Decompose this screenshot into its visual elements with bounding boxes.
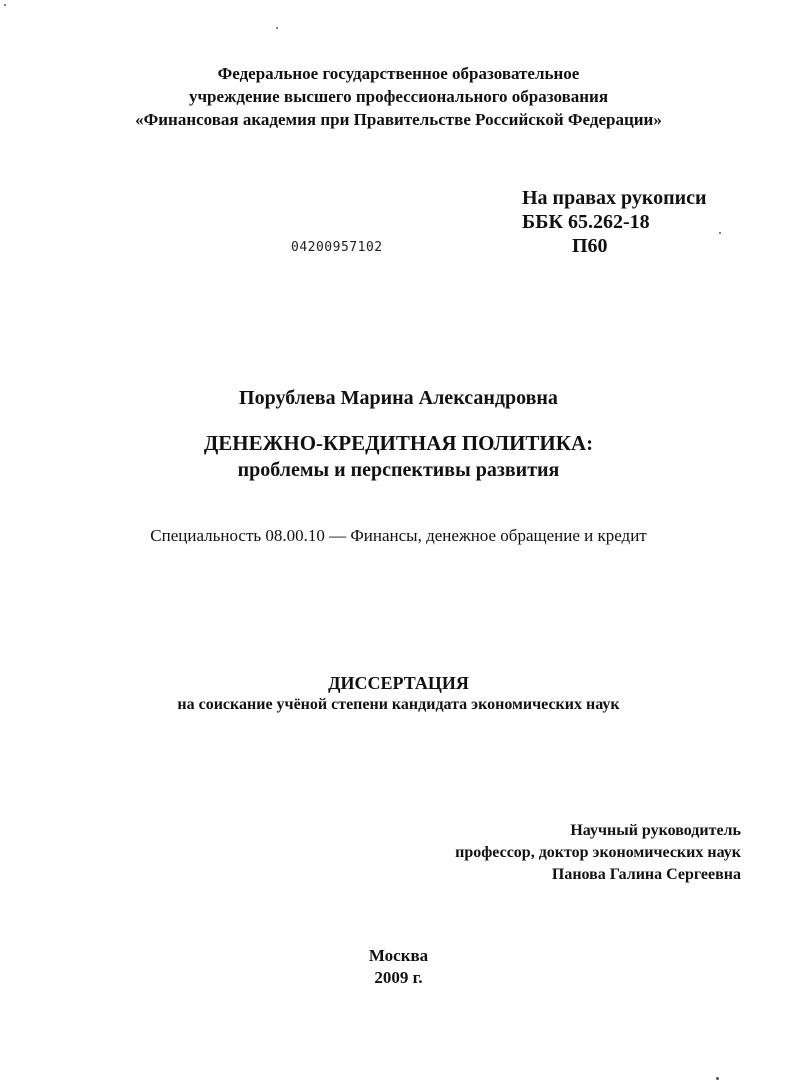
scan-speck [4,4,6,6]
dissertation-title [0,430,797,484]
author-name: Порублева Марина Александровна [239,387,558,409]
place-and-year [0,945,797,989]
dissertation-degree: на соискание учёной степени кандидата экономических наук [177,696,620,713]
supervisor-rank: профессор, доктор экономических наук [455,844,741,861]
barcode-number: 04200957102 [291,240,383,255]
dissertation-heading: ДИССЕРТАЦИЯ [328,673,469,693]
scan-speck [716,1077,719,1080]
manuscript-rights: На правах рукописи [522,187,707,209]
specialty: Специальность 08.00.10 — Финансы, денежное обращение и кредит [150,526,647,545]
institution-line-2: учреждение высшего профессионального образования [188,87,609,106]
title-subtitle: проблемы и перспективы развития [237,459,560,481]
dissertation-label [0,672,797,716]
supervisor-name: Панова Галина Сергеевна [551,866,741,883]
library-code: П60 [572,235,608,257]
scan-speck [276,27,278,29]
institution-line-1: Федеральное государственное образовательное [217,64,580,83]
title-main: ДЕНЕЖНО-КРЕДИТНАЯ ПОЛИТИКА: [203,431,594,455]
institution-line-3: «Финансовая академия при Правительстве Российской Федерации» [135,110,662,129]
supervisor-block [341,820,741,886]
city: Москва [368,946,429,965]
bbk-code: ББК 65.262-18 [522,211,650,233]
manuscript-rights-block [522,186,782,258]
supervisor-role: Научный руководитель [570,822,741,839]
year: 2009 г. [374,968,423,987]
institution-header [0,62,797,131]
